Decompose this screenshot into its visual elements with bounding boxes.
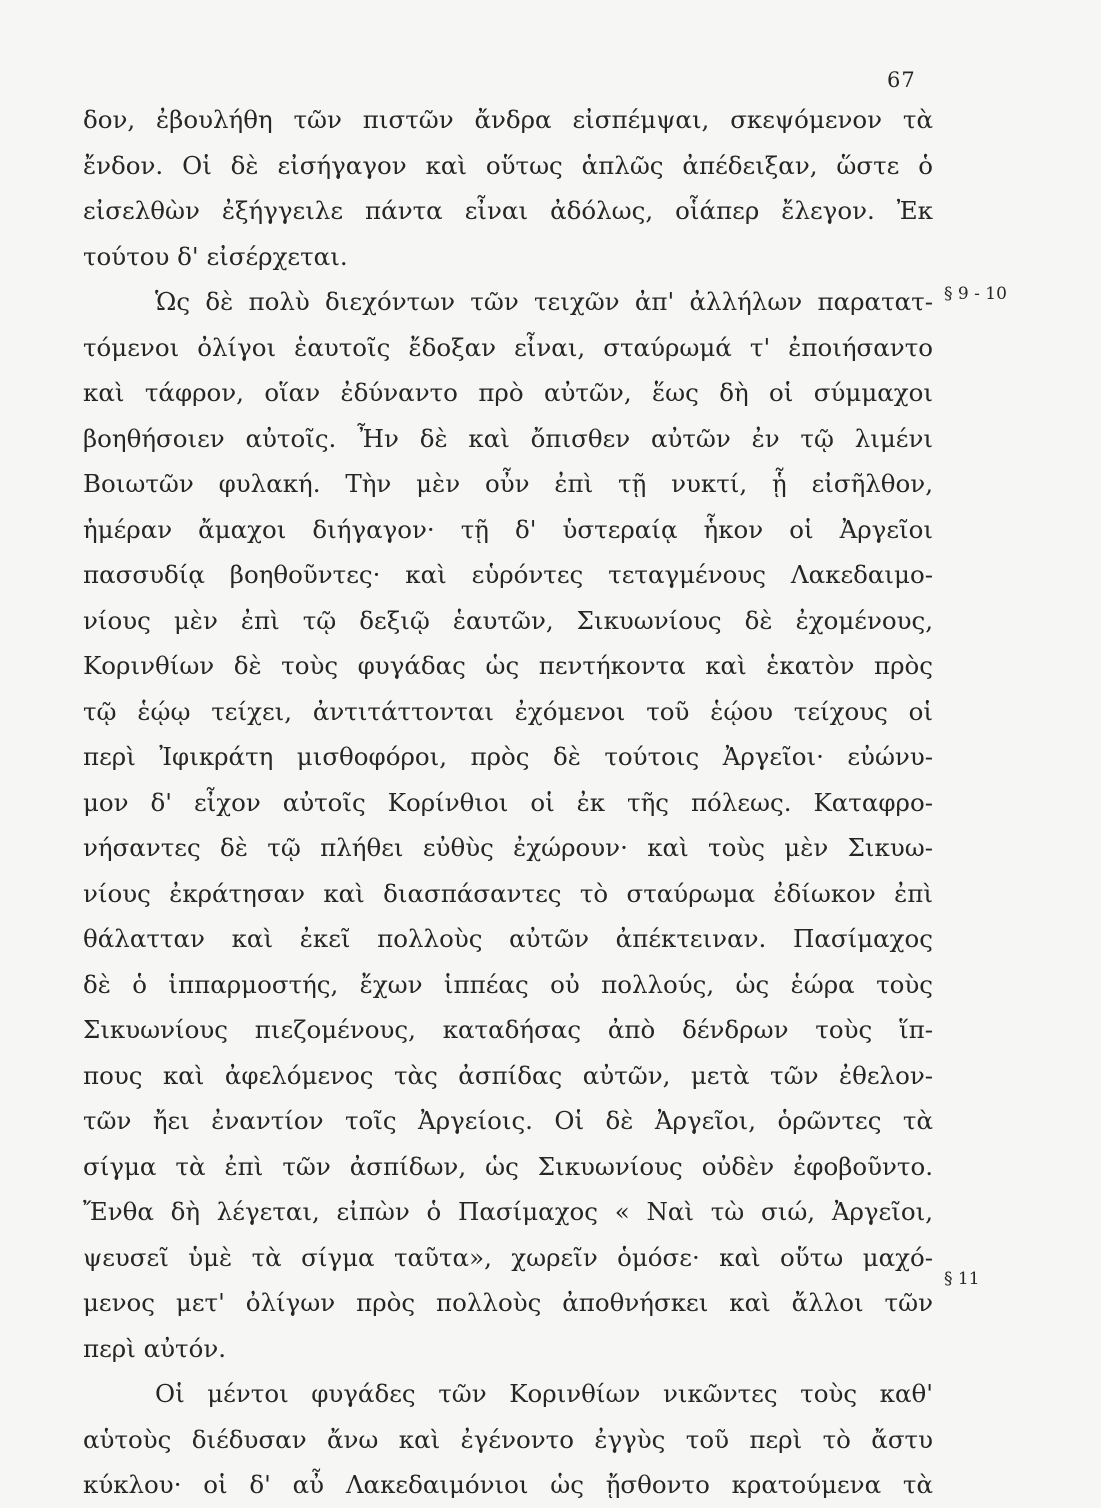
text-line: νίους ἐκράτησαν καὶ διασπάσαντες τὸ σταύρωμα ἐδίωκον ἐπὶ (83, 878, 933, 908)
paragraph (83, 279, 933, 1371)
text-line: ψευσεῖ ὑμὲ τὰ σίγμα ταῦτα», χωρεῖν ὁμόσε· καὶ οὕτω μαχό- (83, 1242, 933, 1272)
text-line: θάλατταν καὶ ἐκεῖ πολλοὺς αὐτῶν ἀπέκτειναν. Πασίμαχος (83, 924, 933, 953)
text-line: Ὡς δὲ πολὺ διεχόντων τῶν τειχῶν ἀπ' ἀλλήλων παρατατ- (155, 287, 933, 316)
text-line: Οἱ μέντοι φυγάδες τῶν Κορινθίων νικῶντες τοὺς καθ' (155, 1379, 933, 1408)
text-line: Ἔνθα δὴ λέγεται, εἰπὼν ὁ Πασίμαχος « Ναὶ τὼ σιώ, Ἀργεῖοι, (83, 1197, 933, 1226)
text-line: ἡμέραν ἄμαχοι διήγαγον· τῇ δ' ὑστεραίᾳ ἧκον οἱ Ἀργεῖοι (83, 514, 933, 544)
paragraph (83, 1371, 933, 1508)
body-text (83, 97, 933, 1508)
text-line: πους καὶ ἀφελόμενος τὰς ἀσπίδας αὐτῶν, μετὰ τῶν ἐθελον- (83, 1060, 933, 1090)
text-line: τούτου δ' εἰσέρχεται. (83, 241, 348, 271)
text-line: μενος μετ' ὀλίγων πρὸς πολλοὺς ἀποθνήσκει καὶ ἄλλοι τῶν (83, 1288, 933, 1317)
text-line: Βοιωτῶν φυλακή. Τὴν μὲν οὖν ἐπὶ τῇ νυκτί, ᾗ εἰσῆλθον, (83, 469, 933, 498)
text-line: Κορινθίων δὲ τοὺς φυγάδας ὡς πεντήκοντα καὶ ἑκατὸν πρὸς (83, 651, 933, 680)
text-line: περὶ Ἰφικράτη μισθοφόροι, πρὸς δὲ τούτοις Ἀργεῖοι· εὐώνυ- (83, 742, 933, 771)
text-line: δὲ ὁ ἱππαρμοστής, ἔχων ἱππέας οὐ πολλούς, ὡς ἑώρα τοὺς (83, 969, 933, 999)
text-line: τόμενοι ὀλίγοι ἑαυτοῖς ἔδοξαν εἶναι, σταύρωμά τ' ἐποιήσαντο (83, 332, 933, 362)
text-line: νήσαντες δὲ τῷ πλήθει εὐθὺς ἐχώρουν· καὶ τοὺς μὲν Σικυω- (83, 833, 933, 862)
text-line: αὑτοὺς διέδυσαν ἄνω καὶ ἐγένοντο ἐγγὺς τοῦ περὶ τὸ ἄστυ (83, 1424, 933, 1454)
text-line: περὶ αὐτόν. (83, 1333, 227, 1363)
text-line: βοηθήσοιεν αὐτοῖς. Ἦν δὲ καὶ ὄπισθεν αὐτῶν ἐν τῷ λιμένι (83, 423, 933, 453)
text-line: ἔνδον. Οἱ δὲ εἰσήγαγον καὶ οὕτως ἁπλῶς ἀπέδειξαν, ὥστε ὁ (83, 150, 933, 180)
text-line: τῷ ἑῴῳ τείχει, ἀντιτάττονται ἐχόμενοι τοῦ ἑῴου τείχους οἱ (83, 696, 933, 726)
text-line: κύκλου· οἱ δ' αὖ Λακεδαιμόνιοι ὡς ᾔσθοντο κρατούμενα τὰ (83, 1470, 933, 1499)
text-line: εἰσελθὼν ἐξήγγειλε πάντα εἶναι ἀδόλως, οἷάπερ ἔλεγον. Ἐκ (83, 196, 933, 225)
paragraph (83, 97, 933, 279)
text-line: σίγμα τὰ ἐπὶ τῶν ἀσπίδων, ὡς Σικυωνίους οὐδὲν ἐφοβοῦντο. (83, 1151, 933, 1181)
text-line: Σικυωνίους πιεζομένους, καταδήσας ἀπὸ δένδρων τοὺς ἵπ- (83, 1015, 933, 1044)
page-number: 67 (887, 68, 916, 92)
text-line: πασσυδίᾳ βοηθοῦντες· καὶ εὑρόντες τεταγμένους Λακεδαιμο- (83, 560, 933, 589)
text-line: τῶν ἤει ἐναντίον τοῖς Ἀργείοις. Οἱ δὲ Ἀργεῖοι, ὁρῶντες τὰ (83, 1106, 933, 1135)
text-line: καὶ τάφρον, οἵαν ἐδύναντο πρὸ αὐτῶν, ἕως δὴ οἱ σύμμαχοι (83, 378, 933, 407)
text-line: νίους μὲν ἐπὶ τῷ δεξιῷ ἑαυτῶν, Σικυωνίους δὲ ἐχομένους, (83, 605, 933, 635)
text-line: μον δ' εἶχον αὐτοῖς Κορίνθιοι οἱ ἐκ τῆς πόλεως. Καταφρο- (83, 787, 933, 817)
margin-section-ref: § 9 - 10 (944, 284, 1007, 304)
margin-section-ref: § 11 (944, 1269, 980, 1289)
text-line: δον, ἐβουλήθη τῶν πιστῶν ἄνδρα εἰσπέμψαι, σκεψόμενον τὰ (83, 105, 933, 134)
